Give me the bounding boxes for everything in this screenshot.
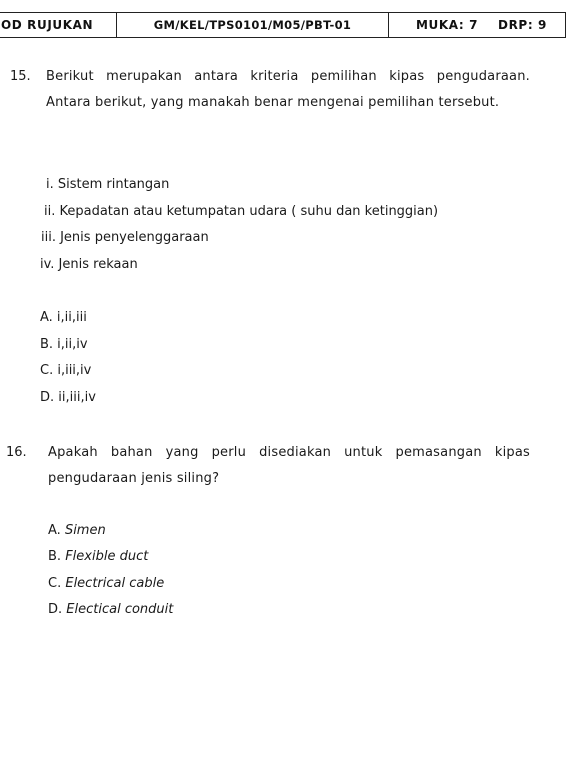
question-15-item-2: ii. Kepadatan atau ketumpatan udara ( suhu dan ketinggian)	[44, 204, 439, 219]
header-page-label: MUKA: 7	[416, 18, 479, 32]
header-drp-label: DRP: 9	[498, 18, 547, 32]
option-letter: B.	[48, 549, 62, 564]
question-15-option-b: B. i,ii,iv	[40, 337, 88, 352]
question-16-number: 16.	[6, 445, 27, 460]
question-15-option-c: C. i,iii,iv	[40, 363, 92, 378]
question-15-item-4: iv. Jenis rekaan	[40, 257, 138, 272]
question-16-option-c	[48, 575, 164, 593]
question-16-text: Apakah bahan yang perlu disediakan untuk pemasangan kipas pengudaraan jenis siling?	[48, 445, 530, 486]
header-page-info	[389, 13, 565, 37]
question-16-option-b	[48, 548, 148, 566]
header-reference: GM/KEL/TPS0101/M05/PBT-01	[117, 13, 389, 37]
question-15-option-a: A. i,ii,iii	[40, 310, 87, 325]
question-15-text: Berikut merupakan antara kriteria pemilihan kipas pengudaraan. Antara berikut, yang manakah benar mengenai pemilihan tersebut.	[46, 69, 530, 110]
question-15-item-3: iii. Jenis penyelenggaraan	[41, 230, 209, 245]
option-letter: C.	[48, 576, 62, 591]
question-16-option-a	[48, 522, 106, 540]
option-text: Simen	[64, 523, 106, 538]
document-header	[0, 12, 566, 38]
question-15-item-1: i. Sistem rintangan	[46, 177, 170, 192]
header-code-label: OD RUJUKAN	[0, 13, 117, 37]
option-letter: D.	[48, 602, 63, 617]
option-text: Electrical cable	[65, 576, 165, 591]
question-16-option-d	[48, 601, 173, 619]
question-15-number: 15.	[10, 69, 31, 84]
option-text: Electical conduit	[66, 602, 174, 617]
option-text: Flexible duct	[65, 549, 149, 564]
option-letter: A.	[48, 523, 61, 538]
question-15-option-d: D. ii,iii,iv	[40, 390, 96, 405]
